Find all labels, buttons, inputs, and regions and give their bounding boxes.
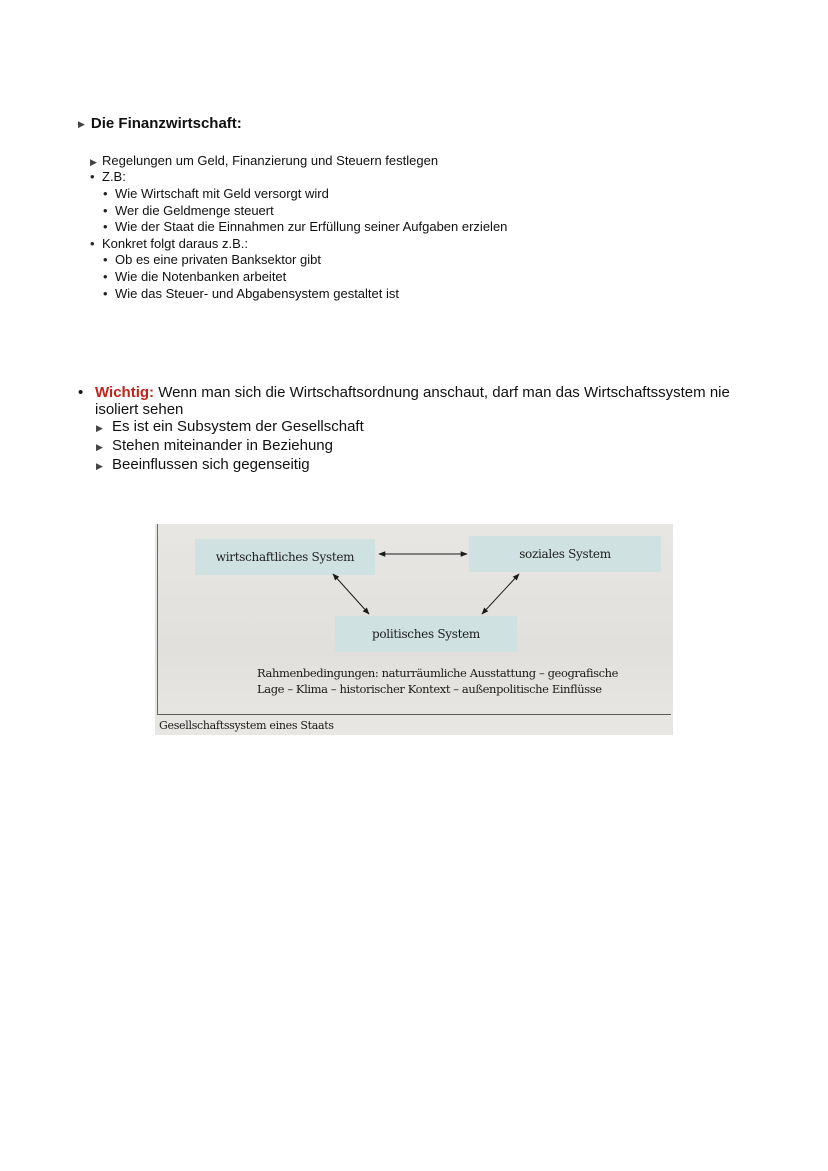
list-item: ▶ Regelungen um Geld, Finanzierung und Steuern festlegen <box>90 153 438 171</box>
dot-bullet-icon: • <box>103 219 108 234</box>
dot-bullet-icon: • <box>103 252 108 267</box>
list-item: • Wie die Notenbanken arbeitet <box>103 269 287 284</box>
triangle-bullet-icon: ▶ <box>78 119 85 129</box>
list-item: • Wie Wirtschaft mit Geld versorgt wird <box>103 186 329 201</box>
dot-bullet-icon: • <box>103 269 108 284</box>
dot-bullet-icon: • <box>78 384 84 401</box>
dot-bullet-icon: • <box>103 186 108 201</box>
box-political-system: politisches System <box>335 616 517 652</box>
list-item: ▶ Beeinflussen sich gegenseitig <box>96 456 310 473</box>
dot-bullet-icon: • <box>103 286 108 301</box>
important-note <box>78 384 768 475</box>
list-item: • Z.B: <box>90 169 126 184</box>
arrow-economic-political <box>333 574 369 614</box>
list-item: • Wer die Geldmenge steuert <box>103 203 274 218</box>
list-item: • Konkret folgt daraus z.B.: <box>90 236 248 251</box>
list-item: ▶ Es ist ein Subsystem der Gesellschaft <box>96 418 364 435</box>
triangle-bullet-icon: ▶ <box>96 461 103 471</box>
section-title-finanzwirtschaft <box>78 115 242 132</box>
arrow-social-political <box>482 574 519 614</box>
triangle-bullet-icon: ▶ <box>90 157 97 167</box>
framework-conditions: Rahmenbedingungen: naturräumliche Ausstattung – geografische Lage – Klima – historischer Kontext – außenpolitische Einflüsse <box>257 666 619 696</box>
society-system-figure <box>155 524 673 735</box>
box-social-system: soziales System <box>469 536 661 572</box>
important-label: Wichtig: <box>95 384 155 401</box>
section-title-text: Die Finanzwirtschaft: <box>90 115 242 132</box>
dot-bullet-icon: • <box>103 203 108 218</box>
figure-caption: Gesellschaftssystem eines Staats <box>159 719 334 732</box>
list-item: • Wie der Staat die Einnahmen zur Erfüllung seiner Aufgaben erzielen <box>103 219 508 234</box>
triangle-bullet-icon: ▶ <box>96 423 103 433</box>
dot-bullet-icon: • <box>90 169 95 184</box>
dot-bullet-icon: • <box>90 236 95 251</box>
list-item: ▶ Stehen miteinander in Beziehung <box>96 437 333 454</box>
triangle-bullet-icon: ▶ <box>96 442 103 452</box>
list-item: • Ob es eine privaten Banksektor gibt <box>103 252 321 267</box>
important-note-text: Wichtig: Wenn man sich die Wirtschaftsordnung anschaut, darf man das Wirtschaftssystem nie isoliert sehen <box>95 384 730 418</box>
important-sublist <box>78 418 768 475</box>
box-economic-system: wirtschaftliches System <box>195 539 375 575</box>
list-item: • Wie das Steuer- und Abgabensystem gestaltet ist <box>103 286 399 301</box>
